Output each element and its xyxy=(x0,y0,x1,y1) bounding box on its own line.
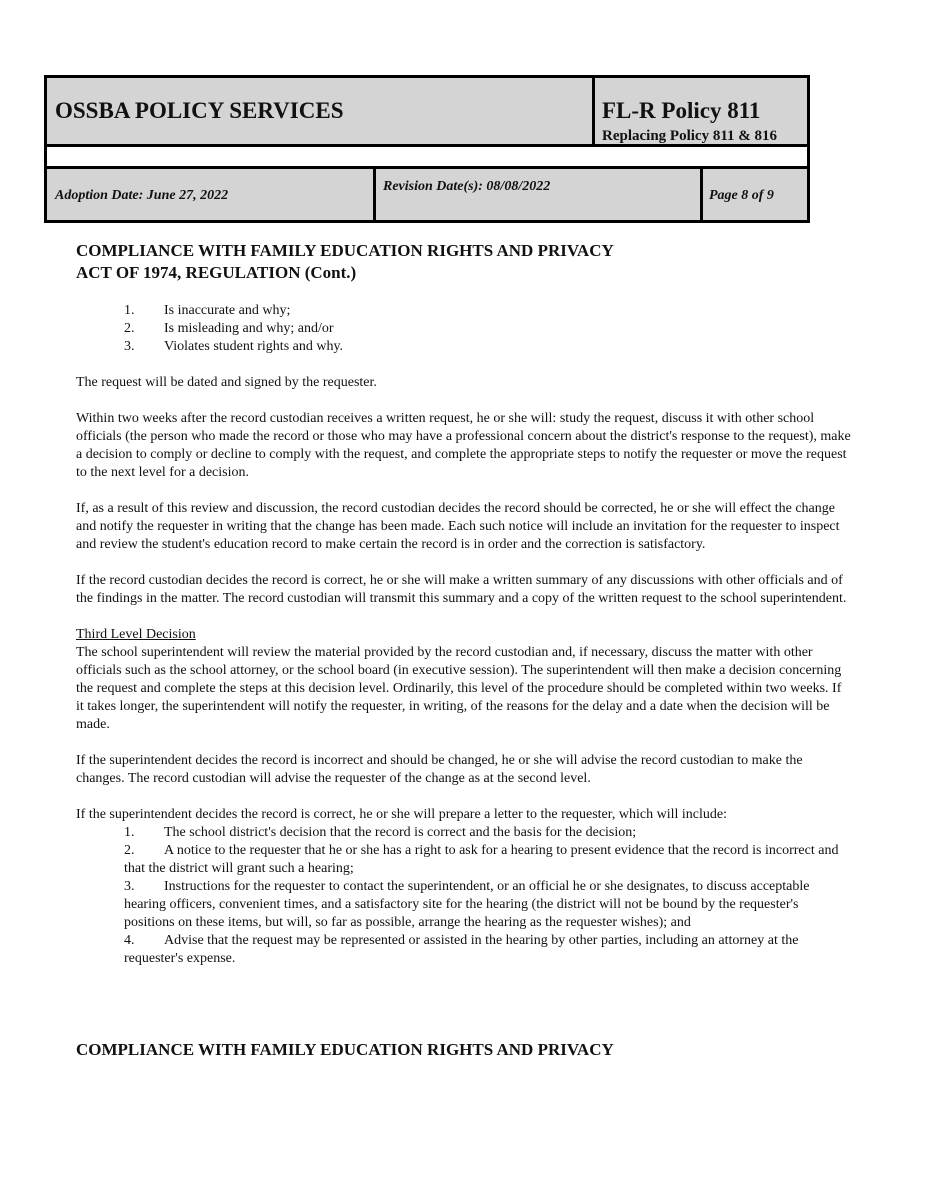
section-title-line: ACT OF 1974, REGULATION (Cont.) xyxy=(76,263,357,282)
list-text: Advise that the request may be represented or assisted in the hearing by other parties, including an attorney at the requester's expense. xyxy=(124,933,799,966)
letter-contents-list xyxy=(76,824,852,968)
list-number: 2. xyxy=(124,321,135,336)
list-text: Is inaccurate and why; xyxy=(164,303,291,318)
policy-code: FL-R Policy 811 xyxy=(602,98,761,123)
paragraph: If the superintendent decides the record is correct, he or she will prepare a letter to the requester, which will include: xyxy=(76,807,727,822)
paragraph: Within two weeks after the record custodian receives a written request, he or she will: study the request, discuss it with other school officials (the person who made the record or those who may have a professional concern about the district's response to the request), make a decision to comply or decline to comply with the request, and complete the appropriate steps to notify the requester or move the request to the next level for a decision. xyxy=(76,411,851,480)
page-number: Page 8 of 9 xyxy=(709,188,774,203)
list-number: 3. xyxy=(124,879,135,894)
policy-header-box xyxy=(44,75,810,223)
paragraph: If the record custodian decides the record is correct, he or she will make a written summary of any discussions with other officials and of the findings in the matter. The record custodian will transmit this summary and a copy of the written request to the school superintendent. xyxy=(76,573,847,606)
list-number: 2. xyxy=(124,843,135,858)
list-text: Is misleading and why; and/or xyxy=(164,321,334,336)
reasons-list xyxy=(76,302,852,356)
list-item xyxy=(124,338,852,356)
section-title-bottom: COMPLIANCE WITH FAMILY EDUCATION RIGHTS AND PRIVACY xyxy=(76,1040,614,1059)
list-text: The school district's decision that the record is correct and the basis for the decision; xyxy=(164,825,637,840)
paragraph: The request will be dated and signed by the requester. xyxy=(76,375,377,390)
list-item xyxy=(124,320,852,338)
adoption-date: Adoption Date: June 27, 2022 xyxy=(55,188,229,203)
section-title xyxy=(76,240,696,284)
header-divider xyxy=(47,166,807,169)
list-number: 1. xyxy=(124,303,135,318)
header-blank-row xyxy=(47,147,807,166)
paragraph: The school superintendent will review the material provided by the record custodian and, if necessary, discuss the matter with other officials such as the school attorney, or the school board (in executive session). The superintendent will then make a decision concerning the request and complete the steps at this decision level. Ordinarily, this level of the procedure should be completed within two weeks. If it takes longer, the superintendent will notify the requester, in writing, of the reasons for the delay and a date when the decision will be made. xyxy=(76,645,842,732)
list-item xyxy=(124,878,852,932)
list-number: 1. xyxy=(124,825,135,840)
list-item xyxy=(124,932,852,968)
section-title-line: COMPLIANCE WITH FAMILY EDUCATION RIGHTS AND PRIVACY xyxy=(76,241,614,260)
revision-date: Revision Date(s): 08/08/2022 xyxy=(383,179,551,194)
replacing-note: Replacing Policy 811 & 816 xyxy=(602,128,777,144)
org-name: OSSBA POLICY SERVICES xyxy=(55,98,344,123)
header-divider xyxy=(373,166,376,220)
header-divider xyxy=(700,166,703,220)
subheading: Third Level Decision xyxy=(76,627,196,642)
list-item xyxy=(124,302,852,320)
list-text: Instructions for the requester to contact the superintendent, or an official he or she designates, to discuss acceptable hearing officers, convenient times, and a satisfactory site for the hearing (the district will not be bound by the requester's positions on these items, but will, so far as possible, arrange the hearing as the requester wishes); and xyxy=(124,879,810,930)
paragraph: If, as a result of this review and discussion, the record custodian decides the record should be corrected, he or she will effect the change and notify the requester in writing that the change has been made. Each such notice will include an invitation for the requester to inspect and review the student's education record to make certain the record is in order and the correction is satisfactory. xyxy=(76,501,840,552)
paragraph: If the superintendent decides the record is incorrect and should be changed, he or she will advise the record custodian to make the changes. The record custodian will advise the requester of the change as at the second level. xyxy=(76,753,803,786)
list-text: A notice to the requester that he or she has a right to ask for a hearing to present evidence that the record is incorrect and that the district will grant such a hearing; xyxy=(124,843,839,876)
list-item xyxy=(124,824,852,842)
list-number: 3. xyxy=(124,339,135,354)
list-item xyxy=(124,842,852,878)
header-divider xyxy=(592,78,595,147)
document-body xyxy=(76,240,852,968)
list-number: 4. xyxy=(124,933,135,948)
list-text: Violates student rights and why. xyxy=(164,339,344,354)
